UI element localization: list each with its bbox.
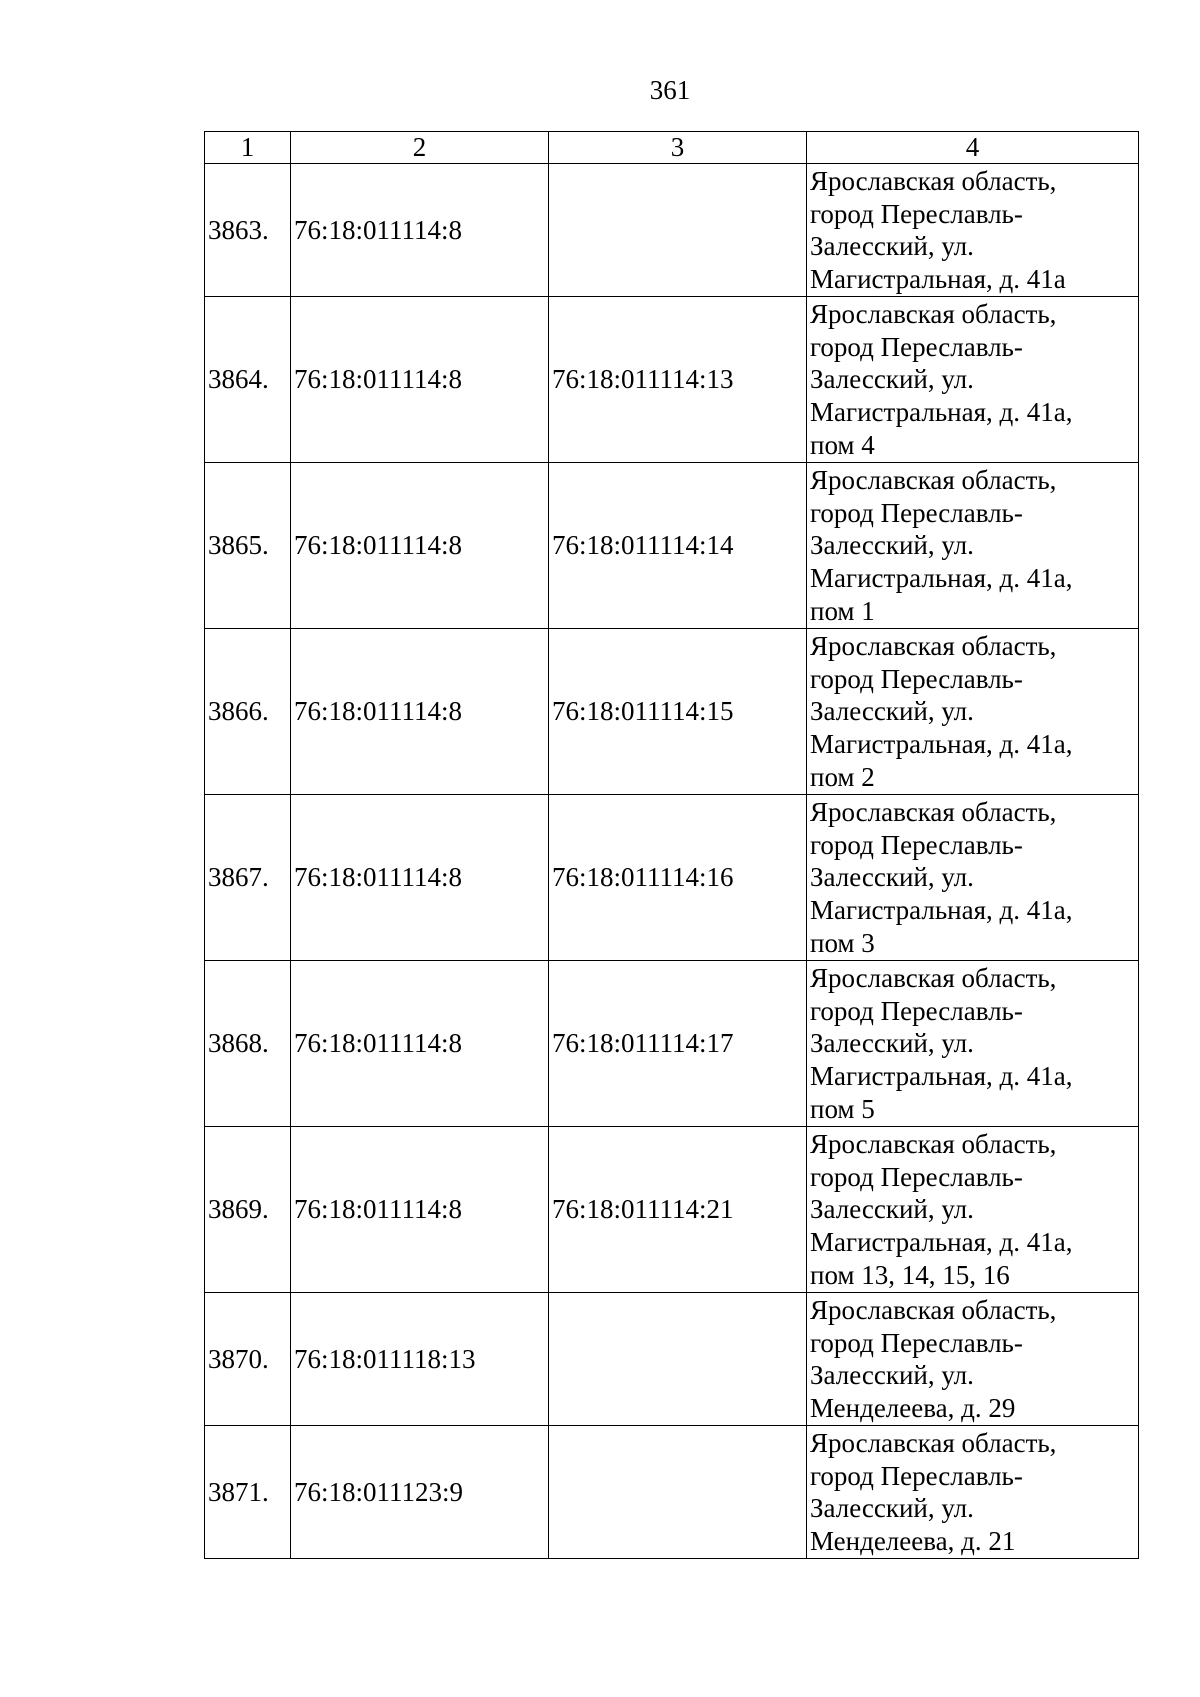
address-line: Залесский, ул. — [810, 1360, 974, 1391]
address-line: Залесский, ул. — [810, 696, 974, 727]
address-line: Залесский, ул. — [810, 364, 974, 395]
land-parcel-cadastral-number-cell: 76:18:011118:13 — [291, 1293, 549, 1426]
land-parcel-cadastral-number-cell: 76:18:011114:8 — [291, 961, 549, 1127]
address-line: Залесский, ул. — [810, 1194, 974, 1225]
address-cell — [807, 1426, 1139, 1559]
address-line: Ярославская область, — [810, 631, 1057, 661]
table-row — [205, 1293, 1139, 1426]
address-line: город Переславль- — [810, 331, 1023, 362]
address-line: пом 1 — [810, 595, 875, 626]
address-line: Ярославская область, — [810, 1129, 1057, 1159]
address-line: Магистральная, д. 41а, — [810, 1061, 1073, 1092]
premises-cadastral-number-cell: 76:18:011114:15 — [549, 629, 807, 795]
row-number-cell: 3871. — [205, 1426, 291, 1559]
table-row — [205, 164, 1139, 297]
row-number-cell: 3870. — [205, 1293, 291, 1426]
address-line: город Переславль- — [810, 1460, 1023, 1491]
address-line: город Переславль- — [810, 198, 1023, 229]
premises-cadastral-number-cell — [549, 1293, 807, 1426]
address-line: Магистральная, д. 41а, — [810, 397, 1073, 428]
address-line: Залесский, ул. — [810, 862, 974, 893]
cadastral-table — [204, 131, 1139, 1559]
table-row — [205, 961, 1139, 1127]
address-line: Ярославская область, — [810, 465, 1057, 495]
address-line: пом 3 — [810, 927, 875, 958]
table-row — [205, 629, 1139, 795]
address-line: пом 4 — [810, 429, 875, 460]
address-line: пом 13, 14, 15, 16 — [810, 1259, 1010, 1290]
header-col-1: 1 — [205, 132, 291, 164]
address-cell — [807, 297, 1139, 463]
premises-cadastral-number-cell: 76:18:011114:13 — [549, 297, 807, 463]
row-number-cell: 3869. — [205, 1127, 291, 1293]
page-number: 361 — [649, 75, 691, 105]
premises-cadastral-number-cell: 76:18:011114:17 — [549, 961, 807, 1127]
land-parcel-cadastral-number-cell: 76:18:011114:8 — [291, 1127, 549, 1293]
address-line: Ярославская область, — [810, 166, 1057, 196]
premises-cadastral-number-cell — [549, 164, 807, 297]
land-parcel-cadastral-number-cell: 76:18:011114:8 — [291, 297, 549, 463]
address-line: пом 5 — [810, 1093, 875, 1124]
land-parcel-cadastral-number-cell: 76:18:011114:8 — [291, 164, 549, 297]
address-line: Магистральная, д. 41а — [810, 264, 1066, 295]
address-cell — [807, 961, 1139, 1127]
address-line: город Переславль- — [810, 995, 1023, 1026]
land-parcel-cadastral-number-cell: 76:18:011114:8 — [291, 629, 549, 795]
address-line: Ярославская область, — [810, 1295, 1057, 1325]
premises-cadastral-number-cell — [549, 1426, 807, 1559]
table-header-row — [205, 132, 1139, 164]
table-row — [205, 463, 1139, 629]
land-parcel-cadastral-number-cell: 76:18:011114:8 — [291, 463, 549, 629]
table-row — [205, 795, 1139, 961]
premises-cadastral-number-cell: 76:18:011114:14 — [549, 463, 807, 629]
row-number-cell: 3868. — [205, 961, 291, 1127]
address-line: город Переславль- — [810, 1161, 1023, 1192]
land-parcel-cadastral-number-cell: 76:18:011114:8 — [291, 795, 549, 961]
address-line: Ярославская область, — [810, 963, 1057, 993]
address-cell — [807, 164, 1139, 297]
address-line: Магистральная, д. 41а, — [810, 563, 1073, 594]
address-line: Залесский, ул. — [810, 1493, 974, 1524]
row-number-cell: 3865. — [205, 463, 291, 629]
address-line: Магистральная, д. 41а, — [810, 1227, 1073, 1258]
address-line: город Переславль- — [810, 663, 1023, 694]
address-cell — [807, 463, 1139, 629]
address-line: Залесский, ул. — [810, 530, 974, 561]
address-line: Ярославская область, — [810, 797, 1057, 827]
address-line: Магистральная, д. 41а, — [810, 729, 1073, 760]
premises-cadastral-number-cell: 76:18:011114:16 — [549, 795, 807, 961]
header-col-2: 2 — [291, 132, 549, 164]
address-line: Менделеева, д. 21 — [810, 1526, 1016, 1557]
land-parcel-cadastral-number-cell: 76:18:011123:9 — [291, 1426, 549, 1559]
header-col-3: 3 — [549, 132, 807, 164]
row-number-cell: 3866. — [205, 629, 291, 795]
address-line: пом 2 — [810, 761, 875, 792]
table-row — [205, 297, 1139, 463]
address-line: город Переславль- — [810, 497, 1023, 528]
premises-cadastral-number-cell: 76:18:011114:21 — [549, 1127, 807, 1293]
row-number-cell: 3864. — [205, 297, 291, 463]
address-line: Залесский, ул. — [810, 231, 974, 262]
address-line: Ярославская область, — [810, 1428, 1057, 1458]
table-row — [205, 1127, 1139, 1293]
address-line: Залесский, ул. — [810, 1028, 974, 1059]
row-number-cell: 3863. — [205, 164, 291, 297]
address-line: Магистральная, д. 41а, — [810, 895, 1073, 926]
row-number-cell: 3867. — [205, 795, 291, 961]
address-line: город Переславль- — [810, 829, 1023, 860]
address-line: город Переславль- — [810, 1327, 1023, 1358]
address-cell — [807, 1127, 1139, 1293]
address-cell — [807, 629, 1139, 795]
table-row — [205, 1426, 1139, 1559]
header-col-4: 4 — [807, 132, 1139, 164]
address-cell — [807, 1293, 1139, 1426]
address-cell — [807, 795, 1139, 961]
address-line: Ярославская область, — [810, 299, 1057, 329]
address-line: Менделеева, д. 29 — [810, 1393, 1016, 1424]
